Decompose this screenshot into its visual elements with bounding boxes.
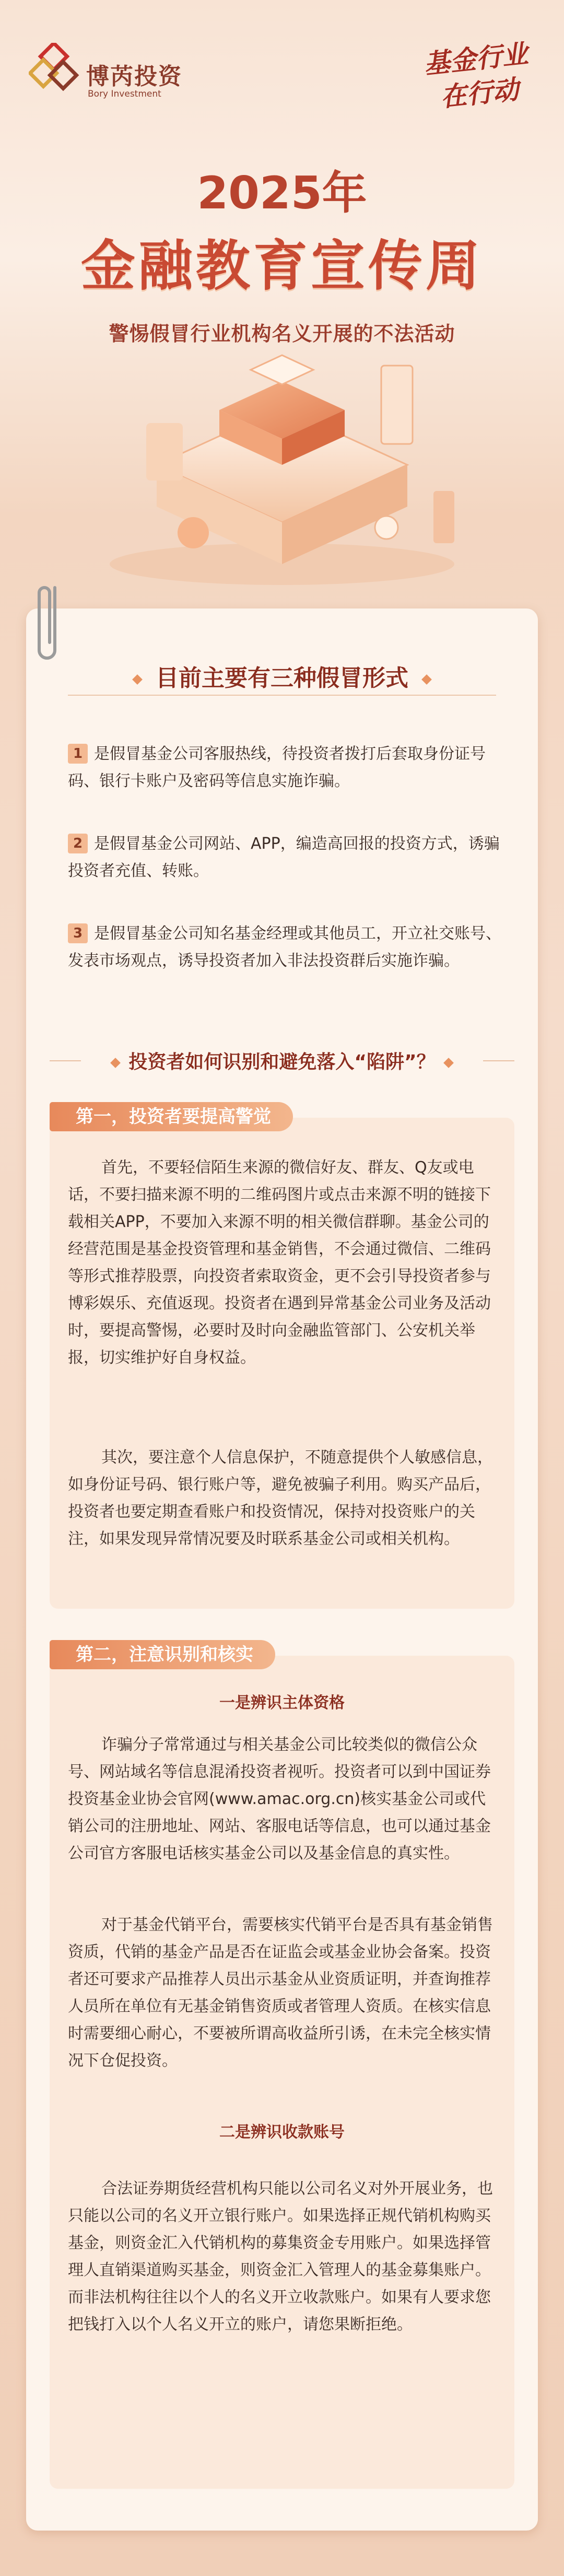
diamond-icon — [132, 674, 143, 685]
slogan-line-2: 在行动 — [439, 74, 521, 113]
year-heading: 2025年 — [197, 167, 367, 219]
sub-heading-account: 二是辨识收款账号 — [219, 2123, 345, 2141]
item-text: 是假冒基金公司知名基金经理或其他员工，开立社交账号、发表市场观点，诱导投资者加入非法投资群后实施诈骗。 — [68, 924, 501, 970]
item-text: 是假冒基金公司客服热线，待投资者拨打后套取身份证号码、银行卡账户及密码等信息实施诈骗。 — [68, 745, 486, 790]
section-title-text: 投资者如何识别和避免落入“陷阱”？ — [128, 1051, 436, 1073]
item-number: 3 — [68, 923, 88, 943]
page-title: 金融教育宣传周 — [80, 234, 483, 298]
section-title-identify — [0, 1047, 564, 1074]
paragraph: 首先，不要轻信陌生来源的微信好友、群友、Q友或电话，不要扫描来源不明的二维码图片或点击来源不明的链接下载相关APP，不要加入来源不明的相关微信群聊。基金公司的经营范围是基金投资管理和基金销售，不会通过微信、二维码等形式推荐股票，向投资者索取资金，更不会引导投资者参与博彩娱乐、充值返现。投资者在遇到异常基金公司业务及活动时，要提高警惕，必要时及时向金融监管部门、公安机关举报，切实维护好自身权益。 — [68, 1158, 491, 1367]
list-item — [68, 830, 501, 885]
divider — [68, 695, 496, 696]
diamond-icon — [443, 1058, 454, 1068]
brand-name: 博芮投资 — [86, 63, 182, 90]
paragraph: 合法证券期货经营机构只能以公司名义对外开展业务，也只能以公司的名义开立银行账户。如果选择正规代销机构购买基金，则资金汇入代销机构的募集资金专用账户。如果选择管理人直销渠道购买基金，则资金汇入管理人的基金募集账户。而非法机构往往以个人的名义开立收款账户。如果有人要求您把钱打入以个人名义开立的账户，请您果断拒绝。 — [68, 2180, 493, 2334]
tag-verify: 第二，注意识别和核实 — [50, 1640, 275, 1669]
item-text: 是假冒基金公司网站、APP，编造高回报的投资方式，诱骗投资者充值、转账。 — [68, 835, 500, 880]
slogan — [415, 36, 542, 116]
diamond-icon — [421, 674, 432, 685]
hero-illustration — [73, 345, 491, 590]
paragraph: 诈骗分子常常通过与相关基金公司比较类似的微信公众号、网站域名等信息混淆投资者视听。投资者可以到中国证券投资基金业协会官网(www.amac.org.cn)核实基金公司或代销公司的注册地址、网站、客服电话等信息，也可以通过基金公司官方客服电话核实基金公司以及基金信息的真实性。 — [68, 1736, 491, 1863]
slogan-line-1: 基金行业 — [422, 38, 530, 80]
tag-alert: 第一，投资者要提高警觉 — [50, 1102, 293, 1131]
paperclip-icon — [31, 577, 68, 669]
brand-name-en: Bory Investment — [88, 89, 161, 99]
item-number: 1 — [68, 744, 88, 764]
section-title-text: 目前主要有三种假冒形式 — [156, 665, 408, 692]
list-item — [68, 741, 501, 795]
section-title-forms — [0, 659, 564, 693]
sub-heading-entity: 一是辨识主体资格 — [219, 1694, 345, 1712]
paragraph: 其次，要注意个人信息保护，不随意提供个人敏感信息，如身份证号码、银行账户等，避免被骗子利用。购买产品后，投资者也要定期查看账户和投资情况，保持对投资账户的关注，如果发现异常情况要及时联系基金公司或相关机构。 — [68, 1448, 493, 1548]
list-item — [68, 920, 501, 975]
bory-logo-icon — [29, 43, 81, 95]
page-subtitle: 警惕假冒行业机构名义开展的不法活动 — [109, 322, 455, 345]
paragraph: 对于基金代销平台，需要核实代销平台是否具有基金销售资质，代销的基金产品是否在证监会或基金业协会备案。投资者还可要求产品推荐人员出示基金从业资质证明，并查询推荐人员所在单位有无基金销售资质或者管理人资质。在核实信息时需要细心耐心，不要被所谓高收益所引诱，在未完全核实情况下仓促投资。 — [68, 1916, 493, 2070]
item-number: 2 — [68, 834, 88, 853]
diamond-icon — [110, 1058, 121, 1068]
